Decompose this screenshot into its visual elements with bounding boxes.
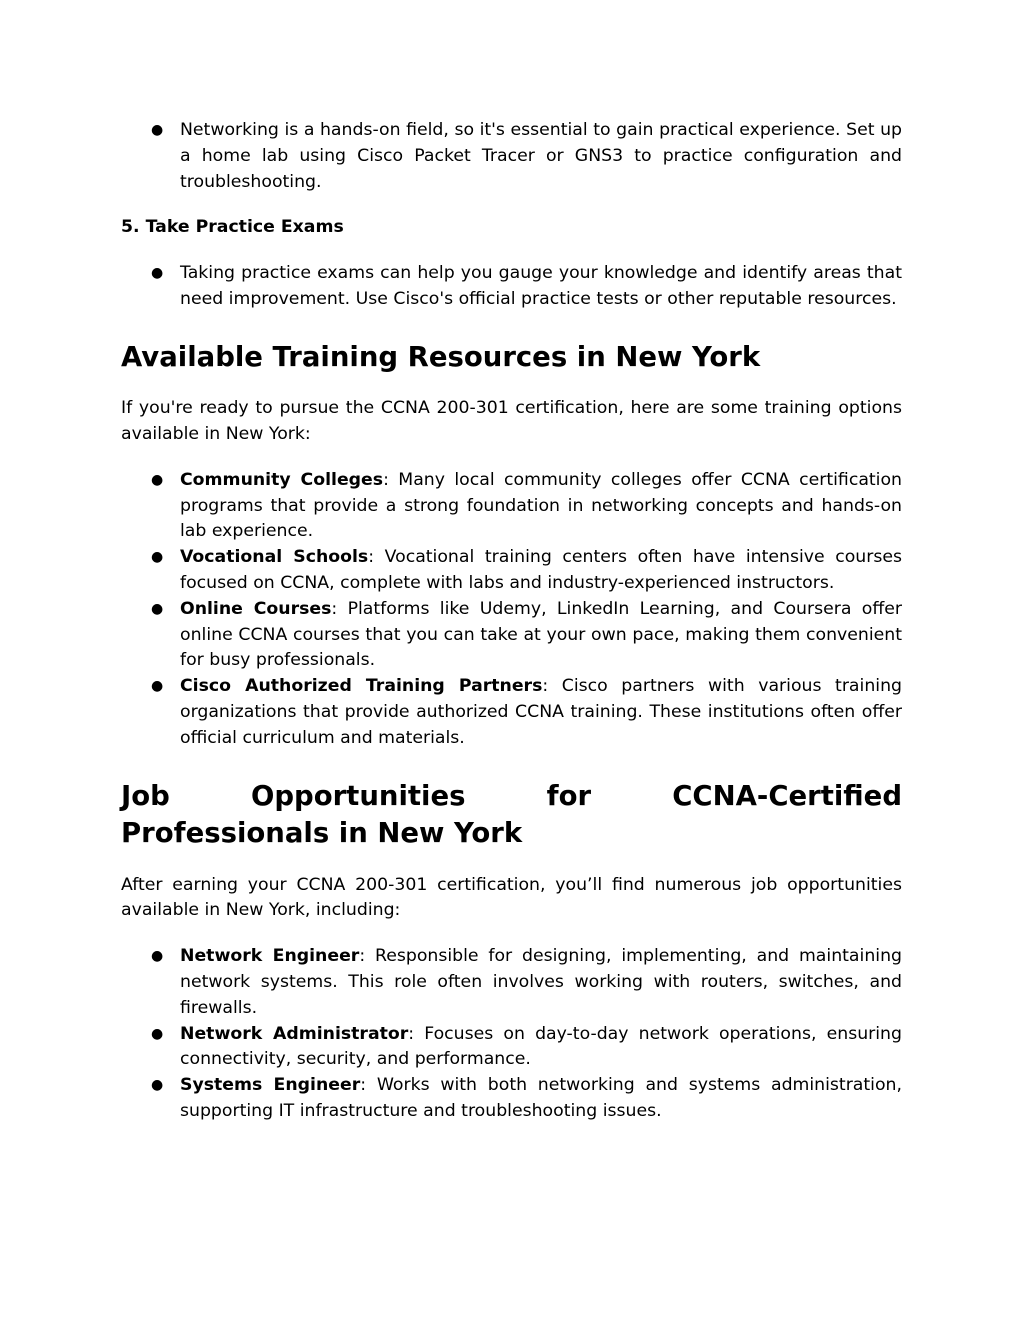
list-item: [151, 468, 903, 545]
list-item: [151, 261, 902, 313]
bullet-text: Vocational training centers often have intensive courses focused on CCNA, complete with labs and industry-experienced instructors.: [180, 547, 903, 594]
practice-bullet-list: [121, 261, 902, 313]
bullet-icon: ●: [151, 265, 164, 282]
bullet-icon: ●: [151, 1025, 164, 1042]
bullet-term: Network Engineer: [180, 946, 360, 967]
bullet-term: Systems Engineer: [180, 1075, 361, 1096]
bullet-text: Responsible for designing, implementing, and maintaining network systems. This role often involves working with routers, switches, and firewalls.: [180, 946, 902, 1018]
list-item: [151, 1073, 902, 1125]
bullet-text: Cisco partners with various training organizations that provide authorized CCNA training. These institutions often offer official curriculum and materials.: [180, 676, 903, 748]
bullet-separator: :: [408, 1023, 425, 1044]
bullet-text: Works with both networking and systems administration, supporting IT infrastructure and troubleshooting issues.: [180, 1075, 902, 1122]
bullet-icon: ●: [151, 678, 164, 695]
list-item: [151, 118, 902, 195]
bullet-separator: :: [383, 469, 399, 490]
bullet-text: Many local community colleges offer CCNA certification programs that provide a strong foundation in networking concepts and hands-on lab experience.: [180, 469, 903, 542]
training-heading: Available Training Resources in New York: [121, 340, 761, 373]
bullet-term: Online Courses: [180, 598, 332, 619]
bullet-icon: ●: [151, 1077, 164, 1094]
bullet-text: Taking practice exams can help you gauge your knowledge and identify areas that need improvement. Use Cisco's official practice tests or other reputable resources.: [180, 263, 902, 309]
list-item: [151, 674, 903, 751]
bullet-icon: ●: [151, 948, 164, 965]
jobs-bullet-list: [121, 944, 902, 1125]
section-subheading: 5. Take Practice Exams: [121, 217, 344, 238]
list-item: [151, 1022, 902, 1074]
bullet-separator: :: [359, 946, 375, 967]
bullet-text: Networking is a hands-on field, so it's essential to gain practical experience. Set up a home lab using Cisco Packet Tracer or GNS3 to practice configuration and troubleshooting.: [180, 120, 902, 192]
bullet-icon: ●: [151, 471, 164, 488]
bullet-separator: :: [331, 598, 348, 619]
bullet-term: Community Colleges: [180, 469, 384, 490]
list-item: [151, 597, 902, 674]
training-bullet-list: [121, 468, 902, 752]
jobs-heading: Job Opportunities for CCNA-Certified Professionals in New York: [121, 779, 902, 850]
bullet-term: Network Administrator: [180, 1023, 409, 1044]
bullet-separator: :: [368, 547, 385, 568]
intro-bullet-list: [121, 118, 902, 195]
bullet-separator: :: [360, 1075, 377, 1096]
bullet-icon: ●: [151, 600, 164, 617]
bullet-icon: ●: [151, 122, 164, 138]
bullet-term: Cisco Authorized Training Partners: [180, 676, 543, 697]
jobs-intro: After earning your CCNA 200-301 certification, you’ll find numerous job opportunities available in New York, including:: [121, 874, 902, 921]
bullet-text: Focuses on day-to-day network operations, ensuring connectivity, security, and performance.: [180, 1023, 902, 1070]
document-page: [121, 118, 902, 1125]
training-intro: If you're ready to pursue the CCNA 200-301 certification, here are some training options available in New York:: [121, 398, 902, 445]
bullet-text: Platforms like Udemy, LinkedIn Learning, and Coursera offer online CCNA courses that you can take at your own pace, making them convenient for busy professionals.: [180, 598, 902, 671]
list-item: [151, 545, 903, 597]
bullet-separator: :: [542, 676, 562, 697]
bullet-icon: ●: [151, 549, 164, 566]
list-item: [151, 944, 902, 1021]
bullet-term: Vocational Schools: [180, 547, 369, 568]
